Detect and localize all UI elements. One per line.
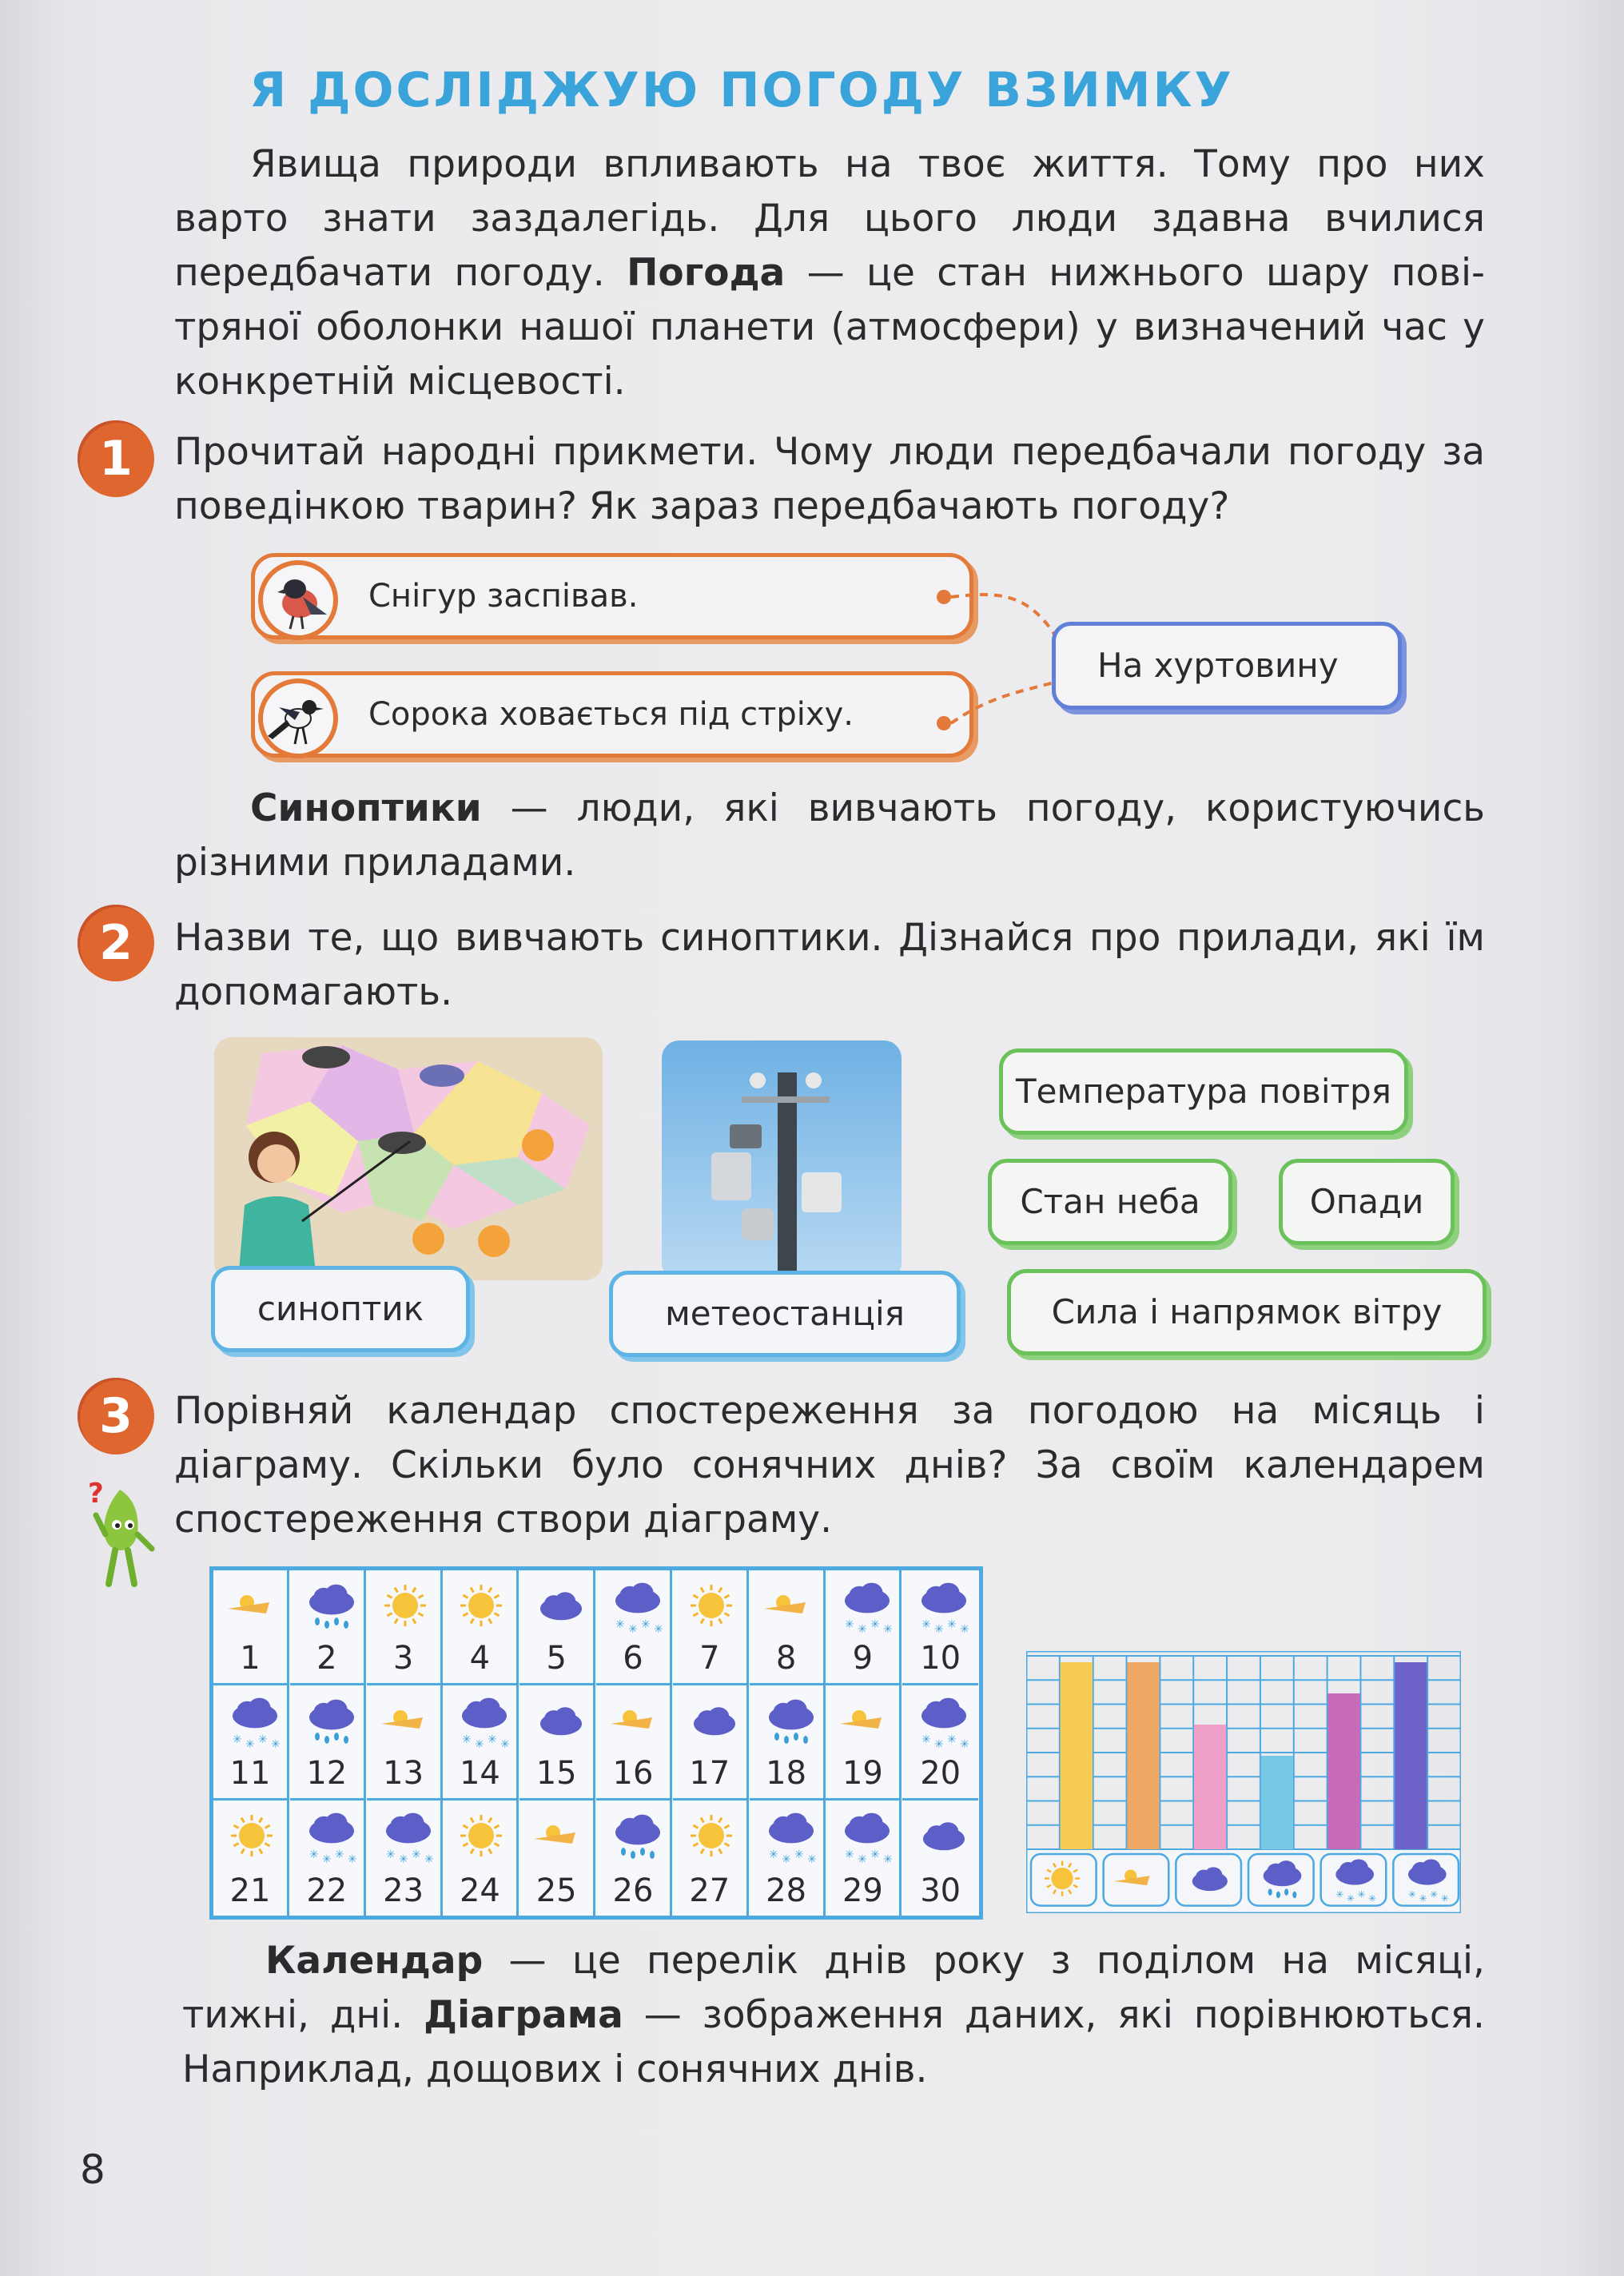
svg-text:✳: ✳ bbox=[921, 1618, 931, 1631]
calendar-day bbox=[213, 1570, 289, 1685]
svg-text:✳: ✳ bbox=[628, 1623, 638, 1636]
weather-snow-icon bbox=[452, 1693, 510, 1751]
calendar-day bbox=[596, 1570, 672, 1685]
label-synoptic-text: синоптик bbox=[257, 1289, 424, 1328]
svg-text:✳: ✳ bbox=[1357, 1888, 1366, 1900]
calendar-day bbox=[673, 1801, 749, 1916]
svg-text:✳: ✳ bbox=[654, 1623, 663, 1636]
weather-rain-icon bbox=[759, 1693, 817, 1751]
svg-text:✳: ✳ bbox=[858, 1623, 868, 1636]
legend-sun-icon bbox=[1031, 1854, 1097, 1906]
svg-text:✳: ✳ bbox=[1440, 1892, 1449, 1904]
calendar-day bbox=[596, 1801, 672, 1916]
svg-text:✳: ✳ bbox=[960, 1623, 969, 1636]
weather-partly-icon bbox=[835, 1693, 893, 1751]
svg-text:✳: ✳ bbox=[411, 1848, 421, 1861]
svg-text:✳: ✳ bbox=[934, 1623, 944, 1636]
svg-text:✳: ✳ bbox=[781, 1853, 791, 1866]
chart-bar-sun bbox=[1061, 1662, 1093, 1849]
weather-sun-icon bbox=[452, 1808, 510, 1866]
weather-sun-icon bbox=[223, 1808, 281, 1866]
svg-text:✳: ✳ bbox=[1346, 1892, 1355, 1904]
weather-snow-icon bbox=[835, 1578, 893, 1636]
chart-bar-rain bbox=[1261, 1756, 1293, 1849]
intro-paragraph bbox=[174, 137, 1485, 409]
weather-partly-icon bbox=[759, 1578, 817, 1636]
calendar-day-number: 7 bbox=[699, 1640, 720, 1677]
weather-cloud-icon bbox=[529, 1578, 587, 1636]
svg-text:✳: ✳ bbox=[947, 1733, 957, 1746]
calendar-day-number: 19 bbox=[842, 1755, 883, 1792]
svg-text:✳: ✳ bbox=[233, 1733, 242, 1746]
svg-text:✳: ✳ bbox=[1368, 1892, 1377, 1904]
weather-sun-icon bbox=[683, 1808, 740, 1866]
result-card bbox=[1052, 622, 1402, 710]
chart-bar-snow-rain bbox=[1327, 1693, 1359, 1849]
weather-cloud-icon bbox=[529, 1693, 587, 1751]
svg-text:✳: ✳ bbox=[321, 1853, 332, 1866]
svg-text:✳: ✳ bbox=[462, 1733, 472, 1746]
magpie-icon bbox=[258, 678, 338, 758]
svg-text:✳: ✳ bbox=[385, 1848, 396, 1861]
calendar-day bbox=[596, 1685, 672, 1801]
term-diagram: Діаграма bbox=[424, 1993, 623, 2037]
calendar-day bbox=[443, 1685, 519, 1801]
svg-text:✳: ✳ bbox=[1408, 1888, 1417, 1900]
calendar-day bbox=[750, 1685, 826, 1801]
calendar-day bbox=[750, 1570, 826, 1685]
term-calendar: Календар bbox=[265, 1939, 484, 1983]
weather-snow-icon bbox=[376, 1808, 434, 1866]
calendar-day-number: 27 bbox=[689, 1872, 730, 1909]
intro-text-end: — це стан нижнього шару повітряної оболонки нашої планети (атмосфери) у визначений час у конкретній місцевості. bbox=[174, 251, 1486, 404]
svg-text:✳: ✳ bbox=[960, 1738, 969, 1751]
task2-question: Назви те, що вивчають синоптики. Дізнайся про прилади, які їм допомагають. bbox=[174, 916, 1485, 1014]
svg-text:✳: ✳ bbox=[794, 1848, 804, 1861]
label-weather-station bbox=[609, 1271, 961, 1357]
item-wind bbox=[1007, 1269, 1487, 1355]
bullfinch-icon bbox=[258, 560, 338, 640]
weather-rain-icon bbox=[606, 1808, 663, 1866]
calendar-day-number: 1 bbox=[240, 1640, 261, 1677]
weather-sun-icon bbox=[376, 1578, 434, 1636]
svg-text:✳: ✳ bbox=[870, 1618, 881, 1631]
legend-snow-rain-icon bbox=[1321, 1854, 1387, 1906]
svg-text:✳: ✳ bbox=[271, 1738, 281, 1751]
page-title: Я ДОСЛІДЖУЮ ПОГОДУ ВЗИМКУ bbox=[249, 62, 1234, 118]
item-text: Стан неба bbox=[1020, 1182, 1200, 1221]
calendar-day-number: 26 bbox=[612, 1872, 654, 1909]
synoptics-definition bbox=[174, 782, 1485, 890]
calendar-day bbox=[673, 1570, 749, 1685]
calendar-day bbox=[902, 1570, 978, 1685]
calendar-day bbox=[902, 1801, 978, 1916]
calendar-day bbox=[443, 1801, 519, 1916]
svg-text:✳: ✳ bbox=[883, 1623, 894, 1636]
calendar-day-number: 14 bbox=[459, 1755, 500, 1792]
calendar-day bbox=[519, 1801, 595, 1916]
calendar-text: — це перелік днів року з поділом на місяці, тижні, дні. bbox=[182, 1939, 1485, 2037]
svg-text:✳: ✳ bbox=[845, 1618, 855, 1631]
calendar-day bbox=[826, 1570, 902, 1685]
chart-bar-partly bbox=[1127, 1662, 1159, 1849]
task-number-2: 2 bbox=[78, 905, 154, 981]
legend-cloud-icon bbox=[1176, 1854, 1241, 1906]
svg-text:✳: ✳ bbox=[845, 1848, 855, 1861]
sign-text-magpie: Сорока ховається під стріху. bbox=[368, 696, 854, 733]
weather-rain-icon bbox=[300, 1693, 357, 1751]
svg-text:✳: ✳ bbox=[488, 1733, 498, 1746]
weather-sun-icon bbox=[452, 1578, 510, 1636]
calendar-day-number: 15 bbox=[535, 1755, 577, 1792]
calendar-day-number: 28 bbox=[766, 1872, 807, 1909]
calendar-day bbox=[673, 1685, 749, 1801]
result-text: На хуртовину bbox=[1097, 646, 1339, 685]
calendar-day-number: 25 bbox=[535, 1872, 577, 1909]
svg-text:✳: ✳ bbox=[858, 1853, 868, 1866]
calendar-day-number: 9 bbox=[852, 1640, 874, 1677]
weather-partly-icon bbox=[529, 1808, 587, 1866]
sign-card-magpie bbox=[251, 671, 973, 758]
svg-text:✳: ✳ bbox=[308, 1848, 319, 1861]
calendar-day bbox=[367, 1570, 443, 1685]
synoptic-image bbox=[214, 1037, 603, 1280]
calendar-day bbox=[519, 1570, 595, 1685]
svg-text:✳: ✳ bbox=[934, 1738, 944, 1751]
weather-partly-icon bbox=[223, 1578, 281, 1636]
chart-bar-cloud bbox=[1194, 1725, 1226, 1849]
task1-question: Прочитай народні прикмети. Чому люди передбачали погоду за поведінкою тварин? Як зараз передбачають погоду? bbox=[174, 430, 1485, 528]
svg-text:✳: ✳ bbox=[768, 1848, 778, 1861]
weather-cloud-icon bbox=[683, 1693, 740, 1751]
svg-text:✳: ✳ bbox=[475, 1738, 485, 1751]
calendar-day-number: 24 bbox=[459, 1872, 500, 1909]
weather-partly-icon bbox=[606, 1693, 663, 1751]
calendar-day-number: 30 bbox=[920, 1872, 961, 1909]
weather-snow-icon bbox=[759, 1808, 817, 1866]
calendar-day-number: 6 bbox=[623, 1640, 643, 1677]
calendar-day-number: 13 bbox=[383, 1755, 424, 1792]
svg-text:✳: ✳ bbox=[615, 1618, 625, 1631]
intro-text: Явища природи впливають на твоє життя. Тому про них варто знати заздалегідь. Для цього люди здавна вчилися передбачати погоду. bbox=[174, 142, 1485, 295]
label-synoptic bbox=[211, 1266, 470, 1352]
calendar-day bbox=[367, 1801, 443, 1916]
svg-text:✳: ✳ bbox=[347, 1853, 357, 1866]
term-pogoda: Погода bbox=[627, 251, 786, 295]
sign-card-bullfinch bbox=[251, 553, 973, 639]
calendar-day bbox=[826, 1801, 902, 1916]
weather-snow-icon bbox=[300, 1808, 357, 1866]
weather-station-image bbox=[662, 1041, 902, 1280]
svg-text:✳: ✳ bbox=[334, 1848, 344, 1861]
calendar-day-number: 12 bbox=[306, 1755, 348, 1792]
weather-snow-icon bbox=[835, 1808, 893, 1866]
calendar-day bbox=[213, 1801, 289, 1916]
weather-cloud-icon bbox=[912, 1808, 969, 1866]
weather-snow-icon bbox=[606, 1578, 663, 1636]
weather-calendar bbox=[209, 1566, 983, 1920]
item-precipitation bbox=[1279, 1159, 1455, 1245]
calendar-day-number: 18 bbox=[766, 1755, 807, 1792]
legend-snow-icon bbox=[1393, 1854, 1459, 1906]
calendar-day-number: 4 bbox=[469, 1640, 491, 1677]
chart-bar-snow bbox=[1395, 1662, 1427, 1849]
sign-text-bullfinch: Снігур заспівав. bbox=[368, 578, 639, 615]
svg-text:?: ? bbox=[88, 1478, 104, 1510]
svg-text:✳: ✳ bbox=[870, 1848, 881, 1861]
calendar-day bbox=[367, 1685, 443, 1801]
calendar-day-number: 2 bbox=[316, 1640, 337, 1677]
weather-sun-icon bbox=[683, 1578, 740, 1636]
term-synoptics: Синоптики bbox=[250, 786, 482, 830]
item-air-temperature bbox=[999, 1048, 1408, 1135]
item-text: Температура повітря bbox=[1016, 1072, 1391, 1111]
svg-text:✳: ✳ bbox=[883, 1853, 894, 1866]
weather-snow-icon bbox=[912, 1578, 969, 1636]
svg-text:✳: ✳ bbox=[641, 1618, 651, 1631]
task-number-1: 1 bbox=[78, 420, 154, 497]
calendar-day-number: 29 bbox=[842, 1872, 883, 1909]
calendar-day-number: 17 bbox=[689, 1755, 730, 1792]
calendar-day bbox=[290, 1801, 366, 1916]
svg-text:✳: ✳ bbox=[258, 1733, 268, 1746]
svg-text:✳: ✳ bbox=[398, 1853, 408, 1866]
diagram-text: — зображення даних, які порівнюються. Наприклад, дощових і сонячних днів. bbox=[182, 1993, 1485, 2091]
page-number: 8 bbox=[80, 2147, 105, 2193]
label-station-text: метеостанція bbox=[665, 1294, 905, 1333]
calendar-day-number: 3 bbox=[392, 1640, 414, 1677]
legend-rain-icon bbox=[1248, 1854, 1314, 1906]
svg-text:✳: ✳ bbox=[424, 1853, 434, 1866]
calendar-day-number: 11 bbox=[229, 1755, 271, 1792]
item-sky-state bbox=[988, 1159, 1232, 1245]
weather-snow-icon bbox=[223, 1693, 281, 1751]
svg-text:✳: ✳ bbox=[1419, 1892, 1427, 1904]
calendar-day-number: 20 bbox=[920, 1755, 961, 1792]
calendar-day-number: 23 bbox=[383, 1872, 424, 1909]
calendar-day-number: 22 bbox=[306, 1872, 348, 1909]
task3-question: Порівняй календар спостереження за погодою на місяць і діаграму. Скільки було сонячних днів? За своїм календарем спостереження створи діаграму. bbox=[174, 1389, 1485, 1542]
task-number-3: 3 bbox=[78, 1378, 154, 1454]
calendar-day bbox=[519, 1685, 595, 1801]
weather-partly-icon bbox=[376, 1693, 434, 1751]
definitions-paragraph bbox=[182, 1934, 1485, 2097]
calendar-day bbox=[290, 1570, 366, 1685]
item-text: Сила і напрямок вітру bbox=[1051, 1292, 1443, 1331]
synoptics-text: — люди, які вивчають погоду, користуючись різними приладами. bbox=[174, 786, 1485, 885]
weather-rain-icon bbox=[300, 1578, 357, 1636]
calendar-day-number: 8 bbox=[775, 1640, 797, 1677]
svg-text:✳: ✳ bbox=[1430, 1888, 1439, 1900]
svg-text:✳: ✳ bbox=[245, 1738, 255, 1751]
calendar-day bbox=[213, 1685, 289, 1801]
legend-partly-icon bbox=[1104, 1854, 1169, 1906]
svg-text:✳: ✳ bbox=[500, 1738, 511, 1751]
calendar-day-number: 21 bbox=[229, 1872, 271, 1909]
svg-text:✳: ✳ bbox=[1335, 1888, 1344, 1900]
calendar-day bbox=[290, 1685, 366, 1801]
calendar-day bbox=[826, 1685, 902, 1801]
item-text: Опади bbox=[1309, 1182, 1424, 1221]
calendar-day bbox=[902, 1685, 978, 1801]
mascot-icon bbox=[85, 1478, 161, 1598]
weather-snow-icon bbox=[912, 1693, 969, 1751]
svg-text:✳: ✳ bbox=[921, 1733, 931, 1746]
svg-text:✳: ✳ bbox=[947, 1618, 957, 1631]
calendar-day-number: 16 bbox=[612, 1755, 654, 1792]
calendar-day-number: 5 bbox=[546, 1640, 567, 1677]
calendar-day bbox=[750, 1801, 826, 1916]
calendar-day bbox=[443, 1570, 519, 1685]
calendar-day-number: 10 bbox=[920, 1640, 961, 1677]
svg-text:✳: ✳ bbox=[806, 1853, 817, 1866]
weather-bar-chart bbox=[1026, 1651, 1461, 1913]
